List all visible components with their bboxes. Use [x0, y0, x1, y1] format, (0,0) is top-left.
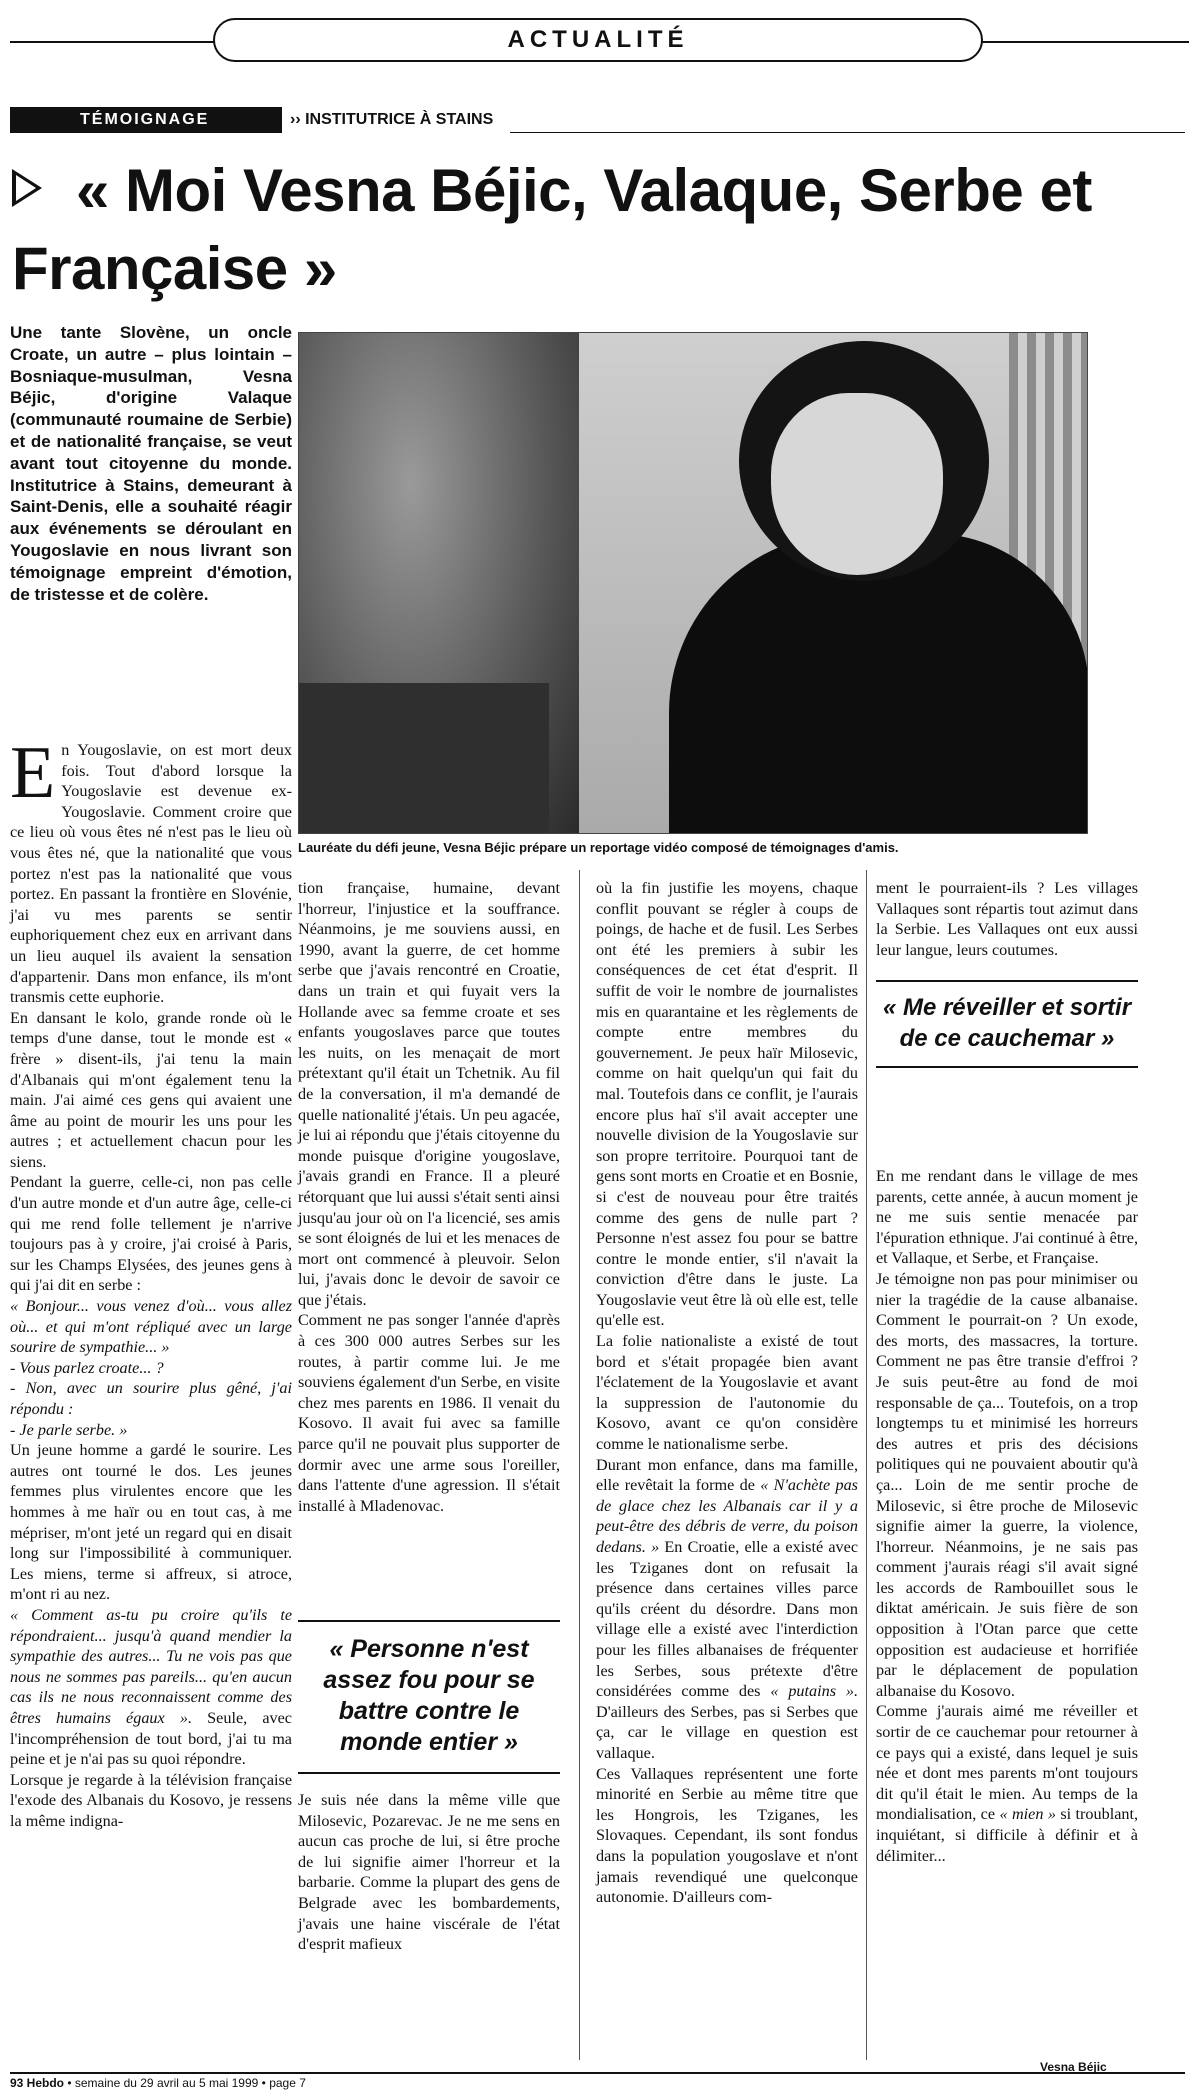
quote: - Vous parlez croate... ? [10, 1358, 164, 1377]
kicker-label: TÉMOIGNAGE [10, 107, 282, 133]
rubric-header [0, 16, 1199, 66]
paragraph: En me rendant dans le village de mes parents, cette année, à aucun moment je ne me suis sentie menacée par l'épuration ethnique. J'ai continué à être, et Vallaque, et Serbe, et Française. [876, 1167, 1138, 1268]
article-column-2b [298, 1790, 560, 1955]
paragraph: Je témoigne non pas pour minimiser ou nier la tragédie de la cause albanaise. Comment le pourrait-on ? Un exode, des morts, des massacres, la torture. Comment ne pas être transie d'effroi ? Je suis peut-être au fond de moi responsable de ça... Toutefois, on a trop longtemps tu et minimisé les horreurs des autres et pris des décisions politiques qui ne pouvaient aboutir qu'à ça... Loin de me sentir proche de Milosevic, si être proche de Milosevic signifie aimer la guerre, la violence, l'horreur. Néanmoins, je ne sais pas comment j'aurais réagi s'il avait signé les accords de Rambouillet sous le diktat américain. Je suis fière de son opposition à l'Otan parce que cette opposition est audacieuse et horrifiée par le déplacement de population albanaise du Kosovo. [876, 1269, 1138, 1700]
triangle-icon [12, 169, 42, 207]
rubric-title: ACTUALITÉ [213, 18, 983, 62]
paragraph: Durant mon enfance, dans ma famille, elle revêtait la forme de [596, 1455, 858, 1495]
paragraph: où la fin justifie les moyens, chaque conflit pouvant se régler à coups de poings, de hache et de fusil. Les Serbes ont été les premiers à subir les conséquences de cet état d'esprit. Il suffit de voir le nombre de journalistes mis en quarantaine et les règlements de compte entre membres du gouvernement. Je peux haïr Milosevic, comme on hait quelqu'un qui fait du mal. Toutefois dans ce conflit, je l'aurais encore plus haï s'il avait accepter une nouvelle division de la Yougoslavie sur son propre territoire. Pourquoi tant de gens sont morts en Croatie et en Bosnie, si c'est de nouveau pour être traités comme des gens de nulle part ? Personne n'est assez fou pour se battre contre le monde entier, s'il n'avait la conviction d'être dans le juste. La Yougoslavie veut être là où elle est, telle qu'elle est. [596, 879, 858, 1330]
paragraph: Un jeune homme a gardé le sourire. Les autres ont tourné le dos. Les jeunes femmes plus virulentes encore que les hommes à me haïr ou en tout cas, à me mépriser, m'ont jeté un regard qui en disait long sur l'impossibilité à communiquer. Les miens, terme si affreux, si atroce, m'ont ri au nez. [10, 1441, 292, 1604]
paragraph: Comment ne pas songer l'année d'après à ces 300 000 autres Serbes sur les routes, à partir comme lui. Je me souviens également d'un Serbe, en visite chez mes parents en 1986. Il venait du Kosovo. Il avait fui avec sa famille parce qu'il ne pouvait plus supporter de dormir avec une arme sous l'oreiller, dans l'attente d'une agression. Il s'était installé à Mladenovac. [298, 1311, 560, 1515]
article-column-2 [298, 878, 560, 1516]
pull-quote: « Me réveiller et sortir de ce cauchemar » [876, 980, 1138, 1068]
article-column-4b [876, 1166, 1138, 1866]
footer-date: • semaine du 29 avril au 5 mai 1999 • page 7 [64, 2076, 306, 2090]
photo-caption: Lauréate du défi jeune, Vesna Béjic prépare un reportage vidéo composé de témoignages d'amis. [298, 840, 899, 855]
article-column-4 [876, 878, 1138, 960]
kicker-subject: ›› INSTITUTRICE À STAINS [290, 111, 494, 128]
paragraph: Seule, avec l'incompréhension de tout bord, j'ai tu ma peine et je n'ai pas su quoi répondre. [10, 1708, 292, 1769]
headline-text: « Moi Vesna Béjic, Valaque, Serbe et Française » [12, 157, 1092, 302]
article-column-3 [596, 878, 858, 1938]
headline [12, 152, 1112, 308]
paragraph: Ces Vallaques représentent une forte minorité en Serbie au même titre que les Hongrois, les Tziganes, les Slovaques. Cependant, ils sont fondus dans la population yougoslave et n'ont jamais revendiqué une quelconque autonomie. D'ailleurs com- [596, 1764, 858, 1907]
quote: « Comment as-tu pu croire qu'ils te répondraient... jusqu'à quand mendier la sympathie des autres... Tu ne vois pas que nous ne sommes pas pareils... qu'en aucun cas ils ne nous reconnaissent comme des êtres humains égaux ». [10, 1605, 292, 1727]
quote: « N'achète pas de glace chez les Albanais car il y a peut-être des débris de verre, du poison dedans. » [596, 1476, 858, 1556]
article-column-1 [10, 732, 292, 1831]
pull-quote: « Personne n'est assez fou pour se battre contre le monde entier » [298, 1620, 560, 1774]
paragraph: tion française, humaine, devant l'horreur, l'injustice et la souffrance. Néanmoins, je me souviens aussi, en 1990, avant la guerre, de cet homme serbe que j'avais rencontré en Croatie, dans un train et qui fuyait vers la Hollande avec sa femme croate et ses enfants yougoslaves parce que toutes les nuits, on les menaçait de mort prétextant qu'il était un Tchetnik. Au fil de la conversation, il m'a demandé de quelle nationalité j'étais. Un peu agacée, je lui ai répondu que j'étais citoyenne du monde puisque d'origine yougoslave, j'avais grandi en France. Il a pleuré rétorquant que lui aussi s'était senti ainsi jusqu'au jour où on l'a licencié, ses amis se sont éloignés de lui et les menaces de mort ont commencé à pleuvoir. Selon lui, j'avais donc le devoir de savoir ce que j'étais. [298, 879, 560, 1309]
paragraph: ment le pourraient-ils ? Les villages Vallaques sont répartis tout azimut dans la Serbie. Les Vallaques ont eux aussi leur langue, leurs coutumes. [876, 879, 1138, 959]
paragraph: si troublant, inquiétant, si difficile à définir et à délimiter... [876, 1805, 1139, 1865]
quote: « mien » [999, 1805, 1056, 1824]
column-rule [866, 870, 867, 2060]
photo-face [771, 393, 943, 575]
paragraph: Pendant la guerre, celle-ci, non pas celle d'un autre monde et d'un autre âge, celle-ci qui me rend folle tellement je n'arrive toujours pas à y croire, j'ai croisé à Paris, sur les Champs Elysées, des jeunes gens à qui j'ai dit en serbe : [10, 1173, 292, 1295]
paragraph: En Croatie, elle a existé avec les Tziganes dont on refusait la présence dans certaines villes parce qu'ils créent du désordre. Dans mon village elle a existé avec l'interdiction pour les filles albanaises de fréquenter les Serbes, sous prétexte d'être considérées comme des [596, 1538, 859, 1701]
paragraph: Lorsque je regarde à la télévision française l'exode des Albanais du Kosovo, je ressens la même indigna- [10, 1770, 292, 1830]
paragraph: D'ailleurs des Serbes, pas si Serbes que ça, car le village en question est vallaque. [596, 1702, 858, 1762]
quote: - Je parle serbe. » [10, 1420, 128, 1439]
lead-paragraph: Une tante Slovène, un oncle Croate, un autre – plus lointain – Bosniaque-musulman, Vesna Béjic, d'origine Valaque (communauté roumaine de Serbie) et de nationalité française, se veut avant tout citoyenne du monde. Institutrice à Stains, demeurant à Saint-Denis, elle a souhaité réagir aux événements se déroulant en Yougoslavie en nous livrant son témoignage empreint d'émotion, de tristesse et de colère. [10, 323, 292, 604]
kicker-rule [510, 132, 1185, 133]
photo-furniture [299, 683, 549, 834]
quote: « putains ». [770, 1682, 859, 1701]
paragraph: Comme j'aurais aimé me réveiller et sortir de ce cauchemar pour retourner à ce pays qui a existé, dans lequel je suis née et dont mes parents m'ont toujours dit qu'il était le mien. Au temps de la mondialisation, ce [876, 1702, 1138, 1824]
publication-name: 93 Hebdo [10, 2076, 65, 2090]
page-footer [10, 2076, 306, 2090]
footer-rule [10, 2072, 1185, 2074]
quote: « Bonjour... vous venez d'où... vous allez où... et qui m'ont répliqué avec un large sourire de sympathie... » [10, 1297, 292, 1357]
paragraph: En dansant le kolo, grande ronde où le temps d'une danse, tout le monde est « frère » disent-ils, j'ai tenu la main d'Albanais qui m'ont également tenu la main. J'ai aimé ces gens qui avaient une âme au point de mourir les uns pour les autres ; et actuellement chacun pour les siens. [10, 1008, 292, 1171]
column-rule [579, 870, 580, 2060]
quote: - Non, avec un sourire plus gêné, j'ai répondu : [10, 1379, 292, 1418]
paragraph: La folie nationaliste a existé de tout bord et s'était propagée bien avant l'éclatement de la Yougoslavie et avant la suppression de l'autonomie du Kosovo, avant ce qu'on considère comme le nationalisme serbe. [596, 1332, 858, 1454]
paragraph: n Yougoslavie, on est mort deux fois. Tout d'abord lorsque la Yougoslavie est devenue ex-Yougoslavie. Comment croire que ce lieu où vous êtes né n'est pas le lieu où vous êtes né, que la nationalité que vous portez n'est pas la nationalité que vous portez. En passant la frontière en Slovénie, j'ai vu mes parents se sentir euphoriquement chez eux en arrivant dans un lieu auquel ils avaient la sensation d'appartenir. Dans mon enfance, ils m'ont transmis cette euphorie. [10, 741, 292, 1007]
portrait-photo [298, 332, 1088, 834]
paragraph: Je suis née dans la même ville que Milosevic, Pozarevac. Je ne me sens en aucun cas proche de lui, si être proche de lui signifie aimer l'horreur et la barbarie. Comme la plupart des gens de Belgrade avec les bombardements, j'avais une haine viscérale de l'état d'esprit mafieux [298, 1791, 560, 1954]
signature: Vesna Béjic [1040, 2060, 1107, 2074]
drop-cap: E [10, 732, 56, 814]
